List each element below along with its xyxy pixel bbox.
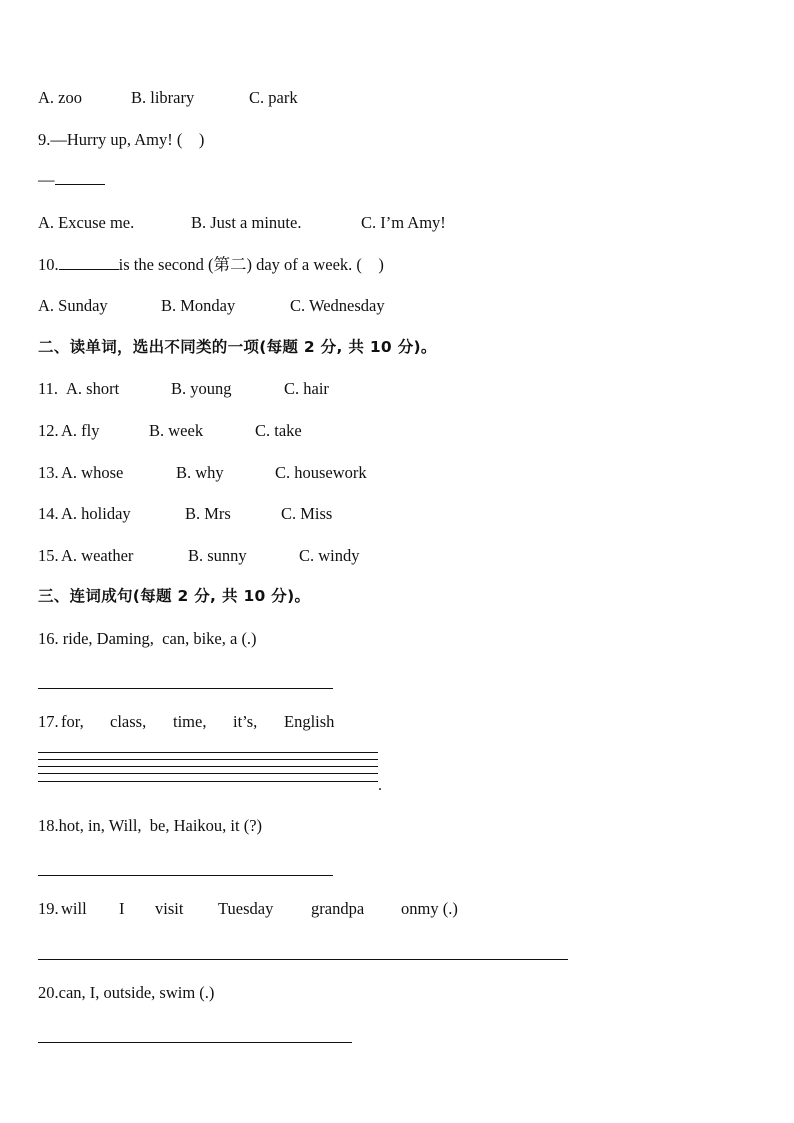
q17-word-1: for, <box>61 712 84 731</box>
q14-option-b: B. Mrs <box>185 504 231 523</box>
q9-question <box>38 130 204 150</box>
q15-number: 15. <box>38 546 59 565</box>
q19-word-1: will <box>61 899 87 918</box>
q15-option-c: C. windy <box>299 546 360 565</box>
q17-word-4: it’s, <box>233 712 258 731</box>
q18-answer-line <box>38 875 333 876</box>
q11-number: 11. <box>38 379 63 398</box>
q9-reply <box>38 170 105 190</box>
q8-option-a: A. zoo <box>38 88 82 107</box>
q8-option-c: C. park <box>249 88 298 107</box>
q11-option-c: C. hair <box>284 379 329 398</box>
section3-heading: 三、连词成句(每题 2 分, 共 10 分)。 <box>38 587 311 605</box>
q13-option-a: A. whose <box>61 463 124 482</box>
q12-number: 12. <box>38 421 59 440</box>
q16-prompt: 16. ride, Daming, can, bike, a (.) <box>38 629 257 648</box>
q13-number: 13. <box>38 463 59 482</box>
q8-option-b: B. library <box>131 88 195 107</box>
q19-word-3: visit <box>155 899 184 918</box>
q17-number: 17. <box>38 712 59 731</box>
q9-number: 9. <box>38 130 51 149</box>
q10-text: is the second (第二) day of a week. ( ) <box>118 255 384 274</box>
q9-text: Hurry up, Amy! ( ) <box>66 130 205 149</box>
q19-answer-line <box>38 959 568 960</box>
q9-option-a: A. Excuse me. <box>38 213 135 232</box>
q12-option-b: B. week <box>149 421 204 440</box>
q10-option-c: C. Wednesday <box>290 296 385 315</box>
q17-answer-line-2 <box>38 759 378 760</box>
q17-word-3: time, <box>173 712 207 731</box>
q20-answer-line <box>38 1042 352 1043</box>
q19-word-4: Tuesday <box>218 899 274 918</box>
q12-option-a: A. fly <box>61 421 100 440</box>
q15-option-b: B. sunny <box>188 546 247 565</box>
q9-dash: — <box>50 130 67 149</box>
q9-reply-dash: — <box>38 170 55 189</box>
q10-blank <box>59 255 119 270</box>
q17-answer-line-5 <box>38 781 378 782</box>
q10-option-b: B. Monday <box>161 296 236 315</box>
q17-word-5: English <box>284 712 335 731</box>
section2-heading: 二、读单词，选出不同类的一项(每题 2 分, 共 10 分)。 <box>38 338 437 356</box>
q17-period: . <box>378 777 382 794</box>
q10-option-a: A. Sunday <box>38 296 108 315</box>
q17-answer-line-4 <box>38 773 378 774</box>
q9-reply-blank <box>55 170 105 185</box>
q13-option-b: B. why <box>176 463 224 482</box>
q11-option-a: A. short <box>66 379 120 398</box>
q9-option-b: B. Just a minute. <box>191 213 302 232</box>
q17-answer-line-3 <box>38 766 378 767</box>
q10-question <box>38 255 384 275</box>
q14-option-a: A. holiday <box>61 504 131 523</box>
q12-option-c: C. take <box>255 421 302 440</box>
q17-answer-line-1 <box>38 752 378 753</box>
q19-word-5: grandpa <box>311 899 365 918</box>
q13-option-c: C. housework <box>275 463 367 482</box>
q16-answer-line <box>38 688 333 689</box>
q20-prompt: 20.can, I, outside, swim (.) <box>38 983 215 1002</box>
q19-word-2: I <box>119 899 125 918</box>
q14-number: 14. <box>38 504 59 523</box>
q19-word-6: onmy (.) <box>401 899 458 918</box>
q11-option-b: B. young <box>171 379 232 398</box>
q17-word-2: class, <box>110 712 147 731</box>
q19-number: 19. <box>38 899 59 918</box>
q9-option-c: C. I’m Amy! <box>361 213 446 232</box>
q14-option-c: C. Miss <box>281 504 333 523</box>
q10-number: 10. <box>38 255 59 274</box>
q18-prompt: 18.hot, in, Will, be, Haikou, it (?) <box>38 816 263 835</box>
q15-option-a: A. weather <box>61 546 134 565</box>
